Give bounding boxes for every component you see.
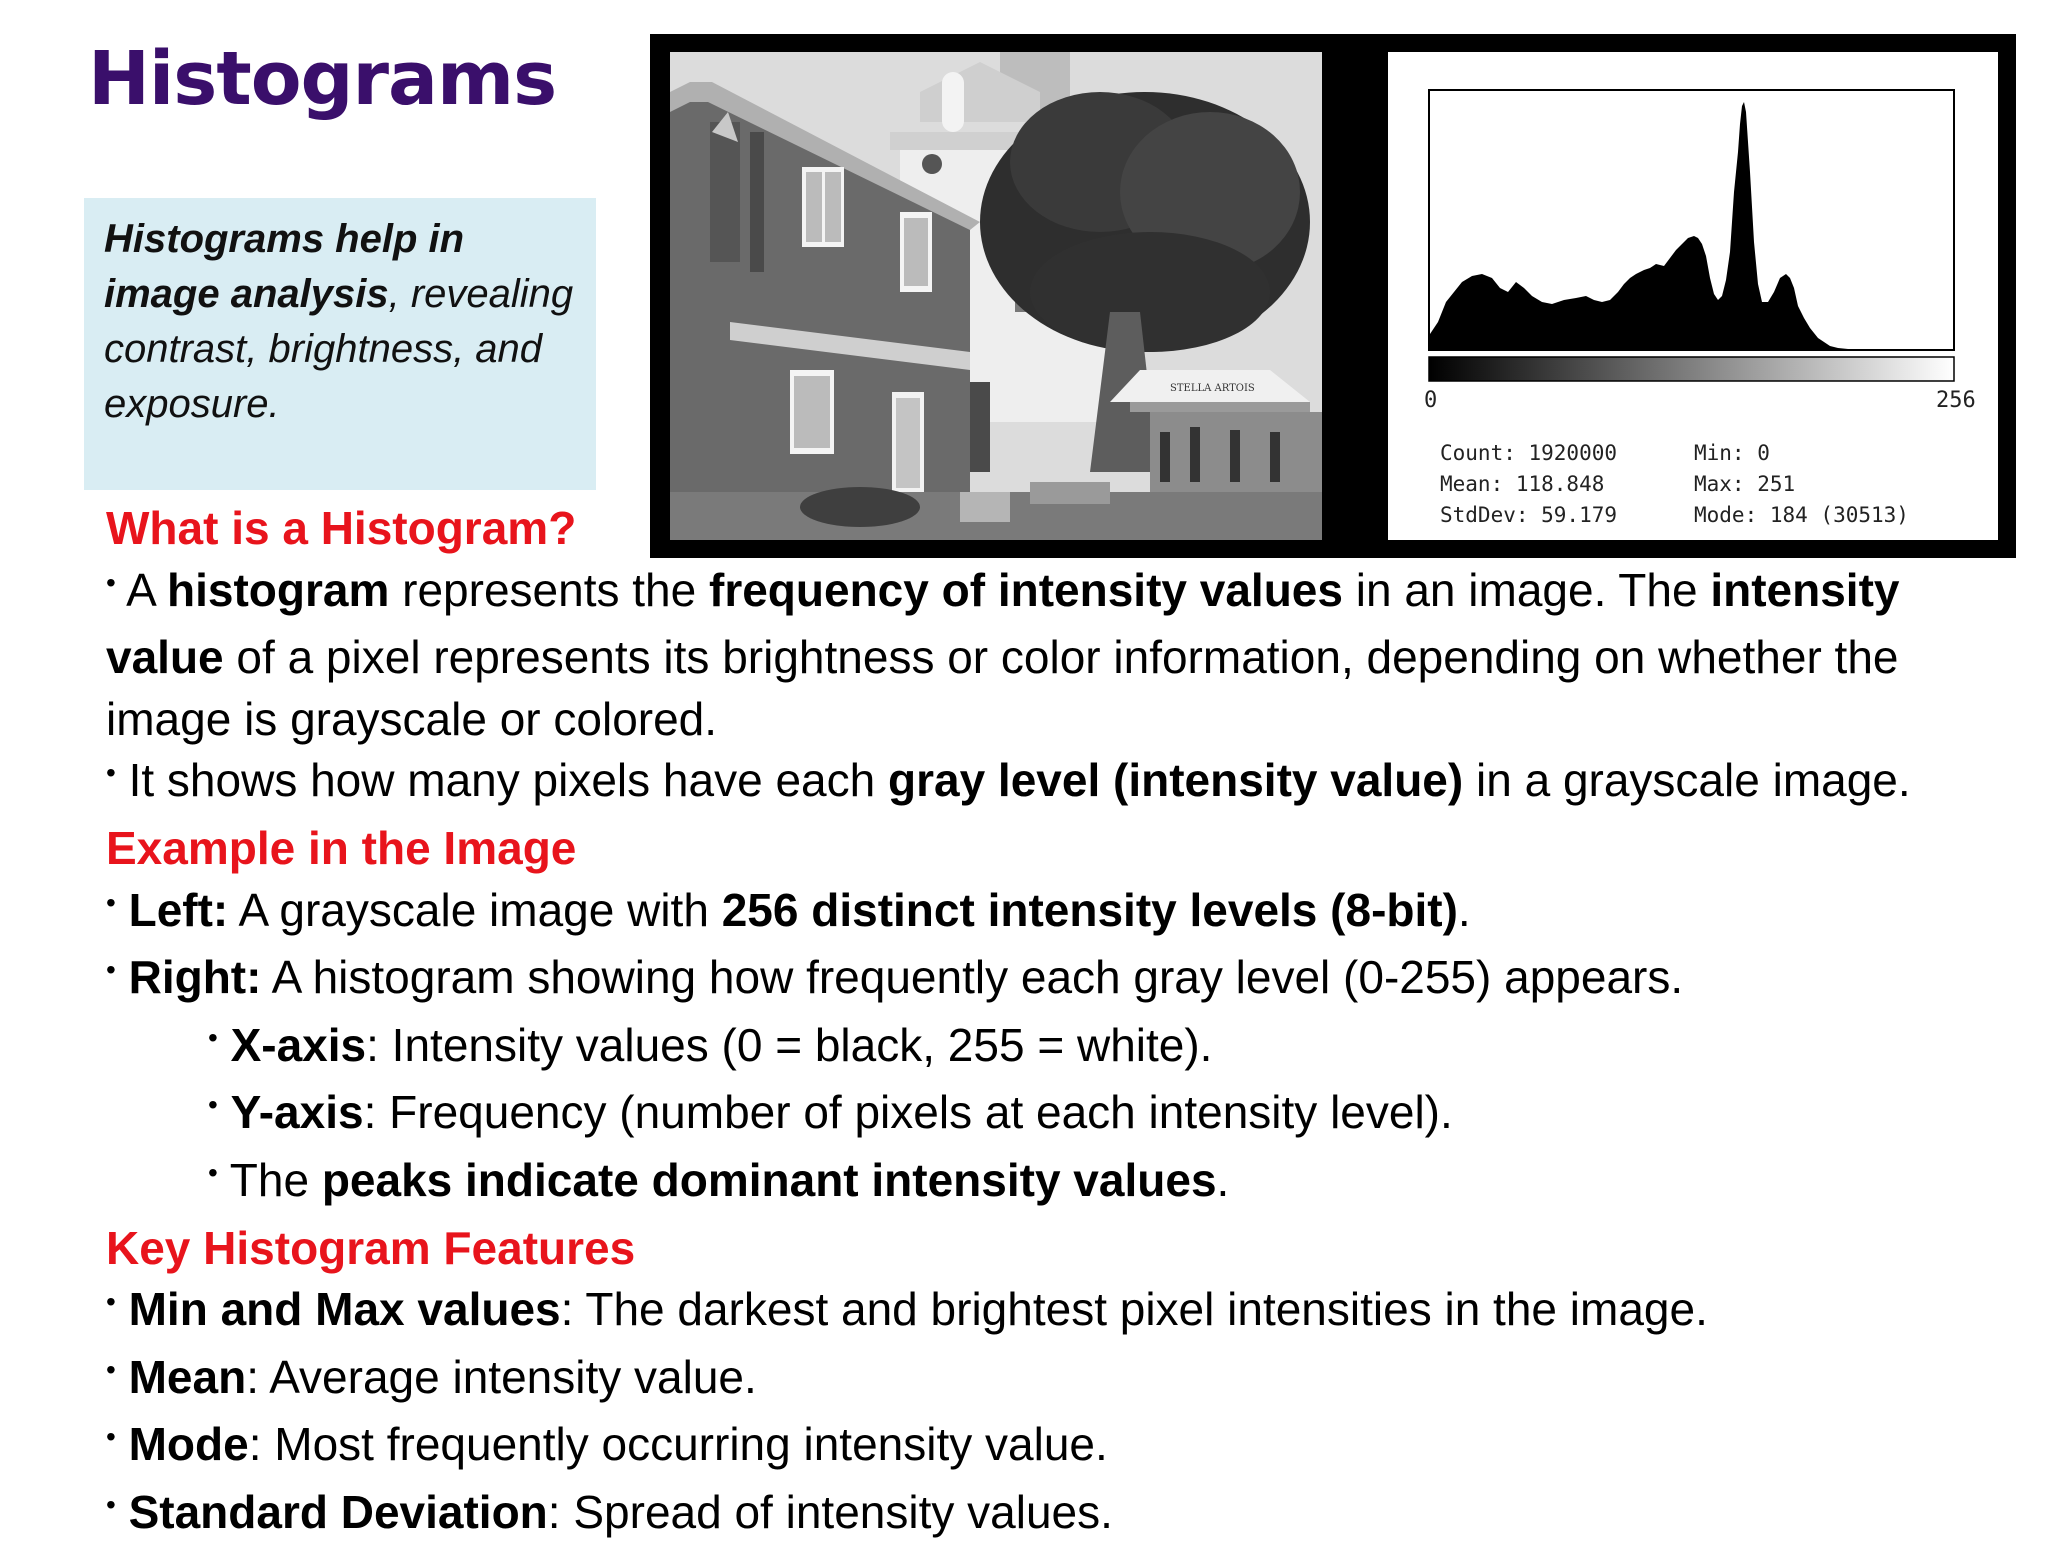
bullet-y-axis: [106, 1082, 2006, 1150]
text-run: : The darkest and brightest pixel intensities in the image.: [560, 1283, 1708, 1336]
callout-text: , revealing contrast, brightness, and exposure.: [104, 272, 574, 426]
bullet-right: [106, 947, 2006, 1015]
x-axis-min-label: 0: [1424, 388, 1438, 413]
text-run: It shows how many pixels have each: [128, 754, 888, 807]
text-run: in an image. The: [1342, 563, 1711, 616]
text-run: A: [126, 563, 167, 616]
text-run: of a pixel represents its brightness or color information, depending on whether the image is grayscale or colored.: [106, 631, 1899, 745]
text-run: : Spread of intensity values.: [547, 1485, 1113, 1538]
bold-run: Right:: [128, 951, 262, 1004]
text-run: .: [1216, 1153, 1230, 1206]
text-run: The: [229, 1153, 322, 1206]
histogram-panel: [1388, 52, 1998, 540]
histogram-figure: [650, 34, 2016, 558]
bold-run: 256 distinct intensity levels (8-bit): [721, 883, 1458, 936]
text-run: A grayscale image with: [228, 883, 722, 936]
bold-run: Standard Deviation: [128, 1485, 548, 1538]
bullet-histogram-definition: [106, 560, 1996, 751]
stat-mode: Mode: 184 (30513): [1694, 503, 1909, 527]
bullet-mode: [106, 1414, 2006, 1482]
summary-callout: [84, 198, 596, 490]
text-run: : Average intensity value.: [246, 1350, 757, 1403]
stat-count: Count: 1920000: [1440, 441, 1618, 465]
bold-run: Mode: [128, 1418, 249, 1471]
stat-max: Max: 251: [1694, 472, 1796, 496]
bold-run: Y-axis: [230, 1086, 364, 1139]
bold-run: histogram: [167, 563, 390, 616]
bullet-left: [106, 880, 2006, 948]
bullet-std-dev: [106, 1482, 2006, 1550]
text-run: represents the: [389, 563, 709, 616]
heading-key-features: Key Histogram Features: [106, 1221, 636, 1274]
text-run: in a grayscale image.: [1463, 754, 1911, 807]
bullet-x-axis: [106, 1015, 2006, 1083]
bold-run: X-axis: [230, 1018, 367, 1071]
text-run: A histogram showing how frequently each gray level (0-255) appears.: [261, 951, 1684, 1004]
bullet-peaks: [106, 1150, 2006, 1218]
heading-what-is-histogram: What is a Histogram?: [106, 502, 577, 554]
bullet-min-max: [106, 1279, 2006, 1347]
gray-ramp-bar: [1429, 357, 1954, 381]
bold-run: Min and Max values: [128, 1283, 561, 1336]
text-run: .: [1457, 883, 1471, 936]
stat-min: Min: 0: [1694, 441, 1770, 465]
bold-run: peaks indicate dominant intensity values: [321, 1153, 1217, 1206]
slide-body: [106, 498, 2006, 1550]
heading-example: Example in the Image: [106, 821, 577, 874]
bullet-mean: [106, 1347, 2006, 1415]
bold-run: Left:: [128, 883, 229, 936]
bold-run: frequency of intensity values: [709, 563, 1343, 616]
stat-stddev: StdDev: 59.179: [1440, 503, 1618, 527]
bullet-gray-level: [106, 750, 1986, 818]
awning-text: STELLA ARTOIS: [1170, 383, 1255, 394]
bold-run: gray level (intensity value): [887, 754, 1464, 807]
text-run: : Most frequently occurring intensity value.: [248, 1418, 1108, 1471]
x-axis-max-label: 256: [1936, 388, 1976, 413]
bold-run: intensity value: [106, 563, 1900, 684]
grayscale-photo: [670, 52, 1322, 540]
stat-mean: Mean: 118.848: [1440, 472, 1605, 496]
text-run: : Frequency (number of pixels at each intensity level).: [363, 1086, 1453, 1139]
bold-run: Mean: [128, 1350, 247, 1403]
slide-title: Histograms: [88, 36, 557, 122]
callout-bold-text: Histograms help in image analysis: [104, 217, 465, 316]
text-run: : Intensity values (0 = black, 255 = white).: [366, 1018, 1213, 1071]
